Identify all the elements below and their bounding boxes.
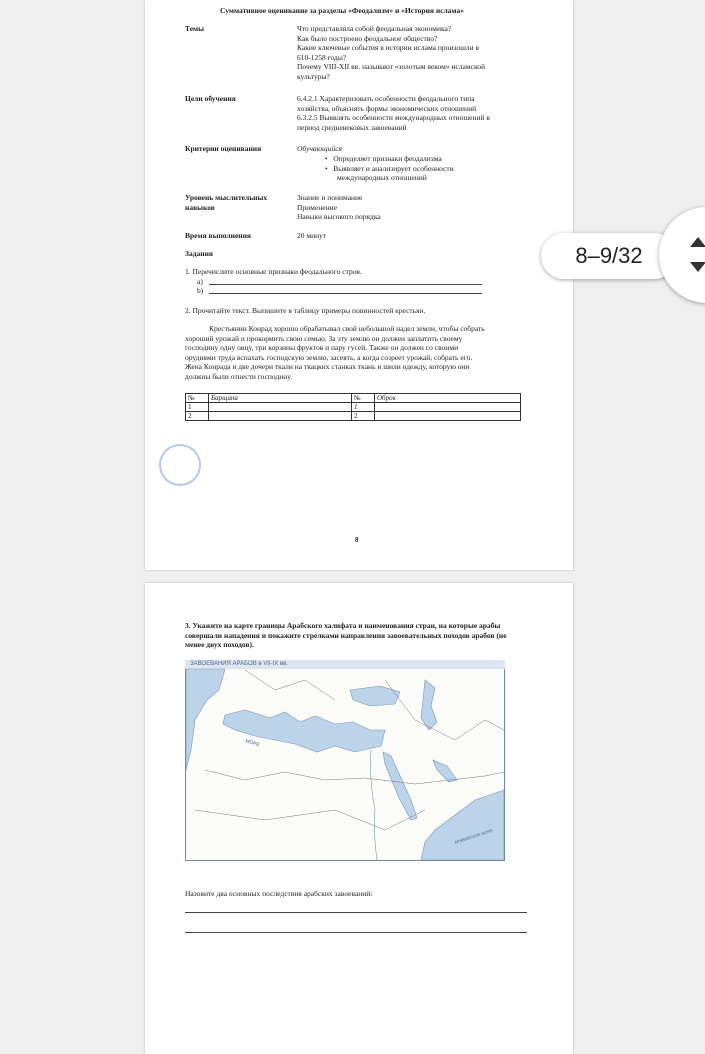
page-counter-pill xyxy=(541,233,677,279)
text-line: Жена Конрада и две дочери ткали на ткацких станках ткань и шили одежду, которую они xyxy=(185,362,470,372)
themes-line: Как было построено феодальное общество? xyxy=(297,33,438,43)
criteria-intro: Обучающийся xyxy=(297,144,343,153)
text-line: должны были отнести господину. xyxy=(185,371,293,381)
task-3-line: 3. Укажите на карте границы Арабского халифата и наименования стран, на которые арабы xyxy=(185,621,501,630)
text-line: хороший урожай и прокормить свою семью. За эту землю он должен заплатить своему xyxy=(185,333,463,343)
skills-item: Знание и понимание xyxy=(297,193,363,202)
conquest-map xyxy=(185,660,505,861)
document-page-9 xyxy=(145,583,573,1054)
task-1: 1. Перечислите основные признаки феодального строя. xyxy=(185,267,362,276)
themes-label: Темы xyxy=(185,24,205,33)
themes-line: Что представляла собой феодальная экономика? xyxy=(297,24,452,33)
table-header: Оброк xyxy=(375,394,521,403)
table-cell xyxy=(209,403,352,412)
task-2-text xyxy=(185,324,533,382)
table-cell: 2 xyxy=(352,412,375,421)
table-cell: 2 xyxy=(186,412,209,421)
table-cell xyxy=(375,412,521,421)
tasks-heading: Задания xyxy=(185,249,213,258)
skills-item: Навыки высокого порядка xyxy=(297,212,381,222)
goals-label: Цели обучения xyxy=(185,94,236,103)
map-title: ЗАВОЕВАНИЯ АРАБОВ в VII-IX вв. xyxy=(190,661,288,667)
map-sea2-label: АРАВИЙСКОЕ МОРЕ xyxy=(453,827,494,845)
themes-line: культуры? xyxy=(297,71,330,81)
skills-item: Применение xyxy=(297,202,337,212)
bullet-icon: • xyxy=(325,163,334,173)
table-row xyxy=(186,412,521,421)
bullet-icon: • xyxy=(325,154,334,163)
answer-line xyxy=(209,284,482,285)
criteria-item-cont: международных отношений xyxy=(337,173,427,183)
themes-line: Какие ключевые события в истории ислама произошли в xyxy=(297,43,480,53)
goals-line: хозяйства, объяснять формы экономических отношений xyxy=(297,103,477,113)
time-label: Время выполнения xyxy=(185,231,251,240)
table-header: № xyxy=(186,394,209,403)
text-line: господину одну овцу, три корзины фруктов и пару гусей. Также он должен со своими xyxy=(185,343,459,353)
touch-indicator xyxy=(159,444,201,486)
answer-line xyxy=(185,912,527,913)
table-header: № xyxy=(352,394,375,403)
table-cell xyxy=(209,412,352,421)
task-1-a: a) xyxy=(197,277,203,286)
goals-line: 6.3.2.5 Выявлять особенности международных отношений в xyxy=(297,113,490,123)
text-line: Крестьянин Конрад хорошо обрабатывал свой небольшой надел земли, чтобы собрать xyxy=(209,324,485,333)
table-header: Барщина xyxy=(209,394,352,403)
table-header-row xyxy=(186,394,521,403)
skills-label: Уровень мыслительных xyxy=(185,193,268,202)
task-1-b: b) xyxy=(197,286,204,295)
goals-line: 6.4.2.1 Характеризовать особенности феодального типа xyxy=(297,94,475,103)
table-cell: 1 xyxy=(186,403,209,412)
task-3 xyxy=(185,621,507,650)
criteria-item: • Выявляет и анализирует особенности xyxy=(325,163,454,173)
themes-list xyxy=(297,24,485,82)
time-value: 20 минут xyxy=(297,231,327,240)
fast-scroll-handle[interactable] xyxy=(659,207,705,303)
table-cell: 1 xyxy=(352,403,375,412)
map-outline-image xyxy=(185,660,505,861)
page-number: 8 xyxy=(355,536,359,544)
criteria-list xyxy=(325,154,454,183)
document-page-8 xyxy=(145,0,573,570)
table-row xyxy=(186,403,521,412)
scroll-arrows-icon xyxy=(659,207,705,303)
text-line: орудиями труда вспахать господскую землю, засеять, а когда созреет урожай, собрать его. xyxy=(185,352,473,362)
answer-line xyxy=(185,932,527,933)
map-sea-label: МОРЕ xyxy=(244,738,261,749)
criteria-label: Критерии оценивания xyxy=(185,144,262,153)
task-2: 2. Прочитайте текст. Выпишите в таблицу примеры повинностей крестьян. xyxy=(185,306,426,315)
task-3-line: совершали нападения и покажите стрелками направления завоевательных походов арабов (не xyxy=(185,630,507,640)
duties-table xyxy=(185,393,521,421)
themes-line: 610-1258 годы? xyxy=(297,52,347,62)
skills-label-2: навыков xyxy=(185,203,215,212)
goals-list xyxy=(297,94,490,132)
task-3-line: менее двух походов). xyxy=(185,640,254,650)
skills-list xyxy=(297,193,381,222)
goals-line: период средневековых завоеваний xyxy=(297,122,407,132)
page-title: Суммативное оценивание за разделы «Феодализм» и «История ислама» xyxy=(220,6,464,15)
question: Назовите два основных последствия арабских завоеваний: xyxy=(185,889,373,898)
themes-line: Почему VIII-XII вв. называют «золотым веком» исламской xyxy=(297,62,485,72)
answer-line xyxy=(209,293,482,294)
criteria-item: • Определяет признаки феодализма xyxy=(325,154,442,163)
page-counter: 8–9/32 xyxy=(575,243,643,268)
table-cell xyxy=(375,403,521,412)
